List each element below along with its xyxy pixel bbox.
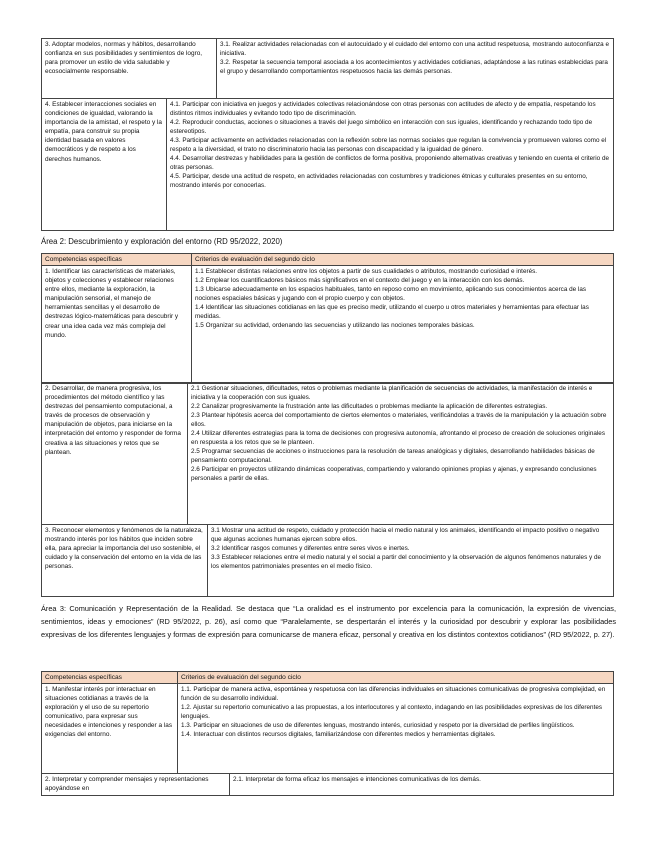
table-row — [42, 684, 614, 774]
competence-cell: 3. Reconocer elementos y fenómenos de la naturaleza, mostrando interés por los hábitos que inciden sobre ella, para apreciar la importancia del uso sostenible, el cuidado y la conservación del entorno en la vida de las personas. — [42, 525, 208, 597]
table-row — [42, 525, 614, 597]
criteria-cell — [178, 684, 614, 774]
area3-table-row2 — [41, 773, 614, 796]
area2-table-row3 — [41, 524, 614, 597]
competence-cell: 2. Desarrollar, de manera progresiva, los procedimientos del método científico y las destrezas del pensamiento computacional, a través de procesos de observación y manipulación de objetos, para iniciarse en la interpretación del entorno y responder de forma creativa a las situaciones y retos que se plantean. — [42, 383, 188, 525]
area1-table-row2 — [41, 98, 614, 231]
area3-paragraph: Área 3: Comunicación y Representación de la Realidad. Se destaca que “La oralidad es el instrumento por excelencia para la comunicación, la expresión de vivencias, sentimientos, ideas y emociones” (RD 95/2022, p. 26), así como que “Paralelamente, se despertarán el interés y la curiosidad por descubrir y explorar las posibilidades expresivas de los diferentes lenguajes y formas de expresión para comunicarse de manera eficaz, personal y creativa en los distintos contextos cotidianos” (RD 95/2022, p. 27). — [41, 604, 616, 639]
table-header-row — [42, 254, 614, 266]
column-header-criteria: Criterios de evaluación del segundo ciclo — [192, 254, 614, 266]
criterion: 4.4. Desarrollar destrezas y habilidades para la gestión de conflictos de forma positiva, proponiendo alternativas creativas y teniendo en cuenta el criterio de otras personas. — [170, 155, 610, 171]
criterion: 3.1. Realizar actividades relacionadas con el autocuidado y el cuidado del entorno con una actitud respetuosa, mostrando autoconfianza e iniciativa. — [220, 41, 609, 57]
criterion: 4.5. Participar, desde una actitud de respeto, en actividades relacionadas con costumbres y tradiciones étnicas y culturales presentes en su entorno, mostrando interés por conocerlas. — [170, 173, 588, 189]
table-header-row — [42, 672, 614, 684]
criterion: 2.3 Plantear hipótesis acerca del comportamiento de ciertos elementos o materiales, verificándolas a través de la manipulación y la actuación sobre ellos. — [191, 412, 607, 428]
criteria-cell — [208, 525, 614, 597]
criterion: 1.2 Emplear los cuantificadores básicos más significativos en el contexto del juego y en la interacción con los demás. — [195, 277, 525, 284]
criterion: 2.1. Interpretar de forma eficaz los mensajes e intenciones comunicativas de los demás. — [233, 776, 481, 783]
table-row — [42, 99, 614, 231]
competence-cell: 1. Identificar las características de materiales, objetos y colecciones y establecer relaciones entre ellos, mediante la exploración, la manipulación sensorial, el manejo de herramientas sencillas y el desarrollo de destrezas lógico-matemáticas para descubrir y crear una idea cada vez más compleja del mundo. — [42, 266, 192, 384]
criterion: 1.4 Identificar las situaciones cotidianas en las que es preciso medir, utilizando el cuerpo u otros materiales y herramientas para efectuar las medidas. — [195, 304, 589, 320]
criterion: 1.4. Interactuar con distintos recursos digitales, familiarizándose con diferentes medios y herramientas digitales. — [181, 731, 496, 738]
table-row — [42, 383, 614, 525]
criterion: 2.4 Utilizar diferentes estrategias para la toma de decisiones con progresiva autonomía, afrontando el proceso de creación de soluciones originales en respuesta a los retos que se le planteen. — [191, 430, 605, 446]
criterion: 3.3 Establecer relaciones entre el medio natural y el social a partir del conocimiento y la observación de algunos fenómenos naturales y de los elementos patrimoniales presentes en el medio físico. — [211, 554, 602, 570]
criterion: 1.3. Participar en situaciones de uso de diferentes lenguas, mostrando interés, curiosidad y respeto por la diversidad de perfiles lingüísticos. — [181, 722, 575, 729]
competence-cell: 4. Establecer interacciones sociales en condiciones de igualdad, valorando la importancia de la amistad, el respeto y la empatía, para construir su propia identidad basada en valores democráticos y de respeto a los derechos humanos. — [42, 99, 167, 231]
criterion: 2.2 Canalizar progresivamente la frustración ante las dificultades o problemas mediante la aplicación de diferentes estrategias. — [191, 403, 548, 410]
criterion: 1.5 Organizar su actividad, ordenando las secuencias y utilizando las nociones temporales básicas. — [195, 322, 475, 329]
table-row — [42, 774, 614, 796]
criteria-cell — [188, 383, 614, 525]
criteria-cell — [167, 99, 614, 231]
criterion: 4.2. Reproducir conductas, acciones o situaciones a través del juego simbólico en interacción con sus iguales, identificando y rechazando todo tipo de estereotipos. — [170, 119, 593, 135]
criterion: 4.1. Participar con iniciativa en juegos y actividades colectivas relacionándose con otras personas con actitudes de afecto y de empatía, respetando los distintos ritmos individuales y evitando todo tipo de discriminación. — [170, 101, 596, 117]
criterion: 3.2 Identificar rasgos comunes y diferentes entre seres vivos e inertes. — [211, 545, 410, 552]
table-row — [42, 266, 614, 384]
area3-table — [41, 671, 614, 774]
column-header-criteria: Criterios de evaluación del segundo ciclo — [178, 672, 614, 684]
criterion: 1.1 Establecer distintas relaciones entre los objetos a partir de sus cualidades o atributos, mostrando curiosidad e interés. — [195, 268, 538, 275]
column-header-competences: Competencias específicas — [42, 672, 178, 684]
criterion: 3.1 Mostrar una actitud de respeto, cuidado y protección hacia el medio natural y los animales, identificando el impacto positivo o negativo que algunas acciones humanas ejercen sobre ellos. — [211, 527, 600, 543]
criteria-cell — [192, 266, 614, 384]
competence-cell: 2. Interpretar y comprender mensajes y representaciones apoyándose en — [42, 774, 230, 796]
criterion: 4.3. Participar activamente en actividades relacionadas con la reflexión sobre las normas sociales que regulan la convivencia y promueven valores como el respeto a la diversidad, el trato no discriminatorio hacia las personas con discapacidad y la igualdad de género. — [170, 137, 607, 153]
column-header-competences: Competencias específicas — [42, 254, 192, 266]
criterion: 2.5 Programar secuencias de acciones o instrucciones para la resolución de tareas analógicas y digitales, desarrollando habilidades básicas de pensamiento computacional. — [191, 448, 595, 464]
criteria-cell — [217, 39, 614, 99]
criterion: 2.6 Participar en proyectos utilizando dinámicas cooperativas, compartiendo y valorando opiniones propias y ajenas, y expresando conclusiones personales a partir de ellas. — [191, 466, 597, 482]
area2-table — [41, 253, 614, 384]
competence-cell: 1. Manifestar interés por interactuar en situaciones cotidianas a través de la exploración y el uso de su repertorio comunicativo, para expresar sus necesidades e intenciones y responder a las exigencias del entorno. — [42, 684, 178, 774]
criteria-cell — [230, 774, 614, 796]
table-row — [42, 39, 614, 99]
competence-cell: 3. Adoptar modelos, normas y hábitos, desarrollando confianza en sus posibilidades y sentimientos de logro, para promover un estilo de vida saludable y ecosocialmente responsable. — [42, 39, 217, 99]
area2-table-row2 — [41, 382, 614, 525]
area2-heading: Área 2: Descubrimiento y exploración del entorno (RD 95/2022, 2020) — [41, 237, 283, 246]
criterion: 1.1. Participar de manera activa, espontánea y respetuosa con las diferencias individuales en situaciones comunicativas de progresiva complejidad, en función de su desarrollo individual. — [181, 686, 606, 702]
criterion: 3.2. Respetar la secuencia temporal asociada a los acontecimientos y actividades cotidianas, adaptándose a las rutinas establecidas para el grupo y desarrollando comportamientos respetuosos hacia las demás personas. — [220, 59, 608, 75]
criterion: 1.3 Ubicarse adecuadamente en los espacios habituales, tanto en reposo como en movimiento, aplicando sus conocimientos acerca de las nociones espaciales básicas y jugando con el propio cuerpo y con objetos. — [195, 286, 587, 302]
criterion: 1.2. Ajustar su repertorio comunicativo a las propuestas, a los interlocutores y al contexto, indagando en las posibilidades expresivas de los diferentes lenguajes. — [181, 704, 603, 720]
criterion: 2.1 Gestionar situaciones, dificultades, retos o problemas mediante la planificación de secuencias de actividades, la manifestación de interés e iniciativa y la cooperación con sus iguales. — [191, 385, 593, 401]
area1-table — [41, 38, 614, 99]
